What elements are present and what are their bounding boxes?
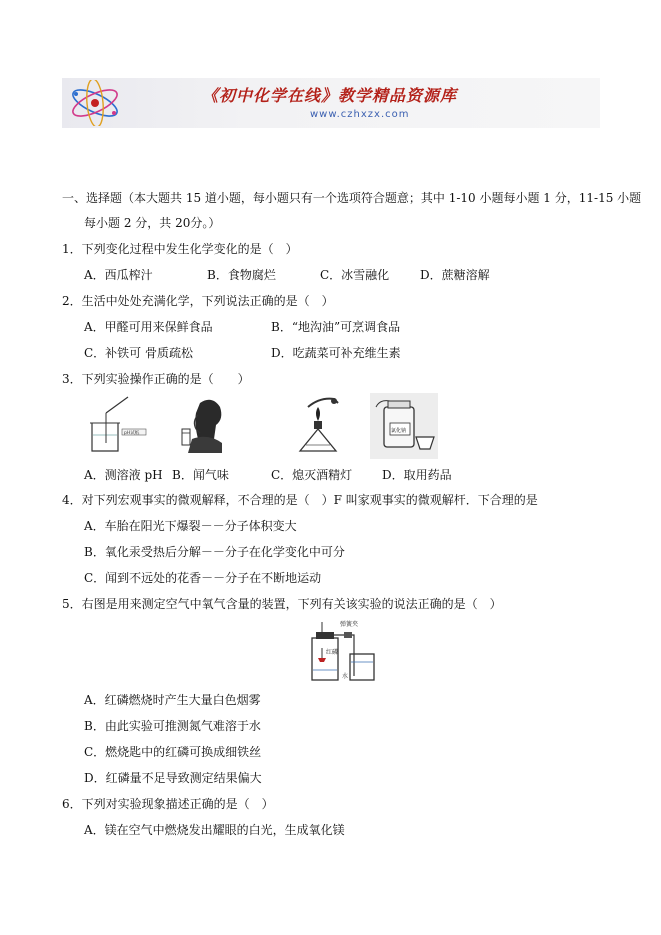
q4-option-c: C．闻到不远处的花香－－分子在不断地运动 (84, 571, 322, 585)
q3-option-c: C．熄灭酒精灯 (271, 468, 353, 482)
q4-option-a: A．车胎在阳光下爆裂－－分子体积变大 (84, 519, 297, 533)
q2-option-b: B．“地沟油”可烹调食品 (271, 320, 401, 334)
q5-option-d: D．红磷量不足导致测定结果偏大 (84, 771, 262, 785)
reagent-figure (370, 393, 438, 459)
q4-stem: 4．对下列宏观事实的微观解释，不合理的是（ ）F 叫家观事实的微观解杆．下合理的是 (62, 493, 538, 507)
clip-label: 弹簧夹 (340, 621, 359, 628)
section-heading-line2: 每小题 2 分，共 20分。） (84, 216, 221, 230)
q3-stem: 3．下列实验操作正确的是（ ） (62, 372, 250, 386)
ph-paper-label: pH试纸 (124, 431, 140, 436)
q3-option-a: A．测溶液 pH (84, 468, 163, 482)
q2-option-a: A．甲醛可用来保鲜食品 (84, 320, 213, 334)
smell-figure (178, 393, 230, 455)
q5-stem: 5．右图是用来测定空气中氧气含量的装置，下列有关该实验的说法正确的是（ ） (62, 597, 502, 611)
q2-option-c: C．补铁可 骨质疏松 (84, 346, 193, 360)
alcohol-lamp-figure (290, 393, 346, 455)
q3-option-b: B．闻气味 (172, 468, 229, 482)
q4-option-b: B．氧化汞受热后分解－－分子在化学变化中可分 (84, 545, 345, 559)
oxygen-apparatus-figure (306, 618, 378, 684)
header-banner (62, 78, 600, 128)
q3-option-d: D．取用药品 (382, 468, 452, 482)
q2-stem: 2．生活中处处充满化学，下列说法正确的是（ ） (62, 294, 334, 308)
q2-option-d: D．吃蔬菜可补充维生素 (271, 346, 401, 360)
q1-option-a: A．西瓜榨汁 (84, 268, 153, 282)
banner-title: 《初中化学在线》教学精品资源库 (202, 86, 458, 105)
q5-option-a: A．红磷燃烧时产生大量白色烟雾 (84, 693, 261, 707)
q1-option-c: C．冰雪融化 (320, 268, 390, 282)
q1-option-d: D．蔗糖溶解 (420, 268, 490, 282)
q1-stem: 1．下列变化过程中发生化学变化的是（ ） (62, 242, 298, 256)
atom-logo-icon (66, 80, 124, 126)
q5-option-b: B．由此实验可推测氮气难溶于水 (84, 719, 261, 733)
q1-option-b: B．食物腐烂 (207, 268, 276, 282)
section-heading-line1: 一、选择题（本大题共 15 道小题，每小题只有一个选项符合题意；其中 1-10 小题每小题 1 分，11-15 小题 (62, 191, 642, 205)
banner-url: www.czhxzx.com (310, 109, 410, 120)
q6-option-a: A．镁在空气中燃烧发出耀眼的白光，生成氧化镁 (84, 823, 345, 837)
nacl-label: 氯化钠 (391, 428, 407, 434)
water-label: 水 (342, 673, 349, 680)
q5-option-c: C．燃烧匙中的红磷可换成细铁丝 (84, 745, 262, 759)
ph-test-figure (84, 393, 150, 455)
phosphorus-label: 红磷 (326, 649, 339, 656)
q6-stem: 6．下列对实验现象描述正确的是（ ） (62, 797, 274, 811)
